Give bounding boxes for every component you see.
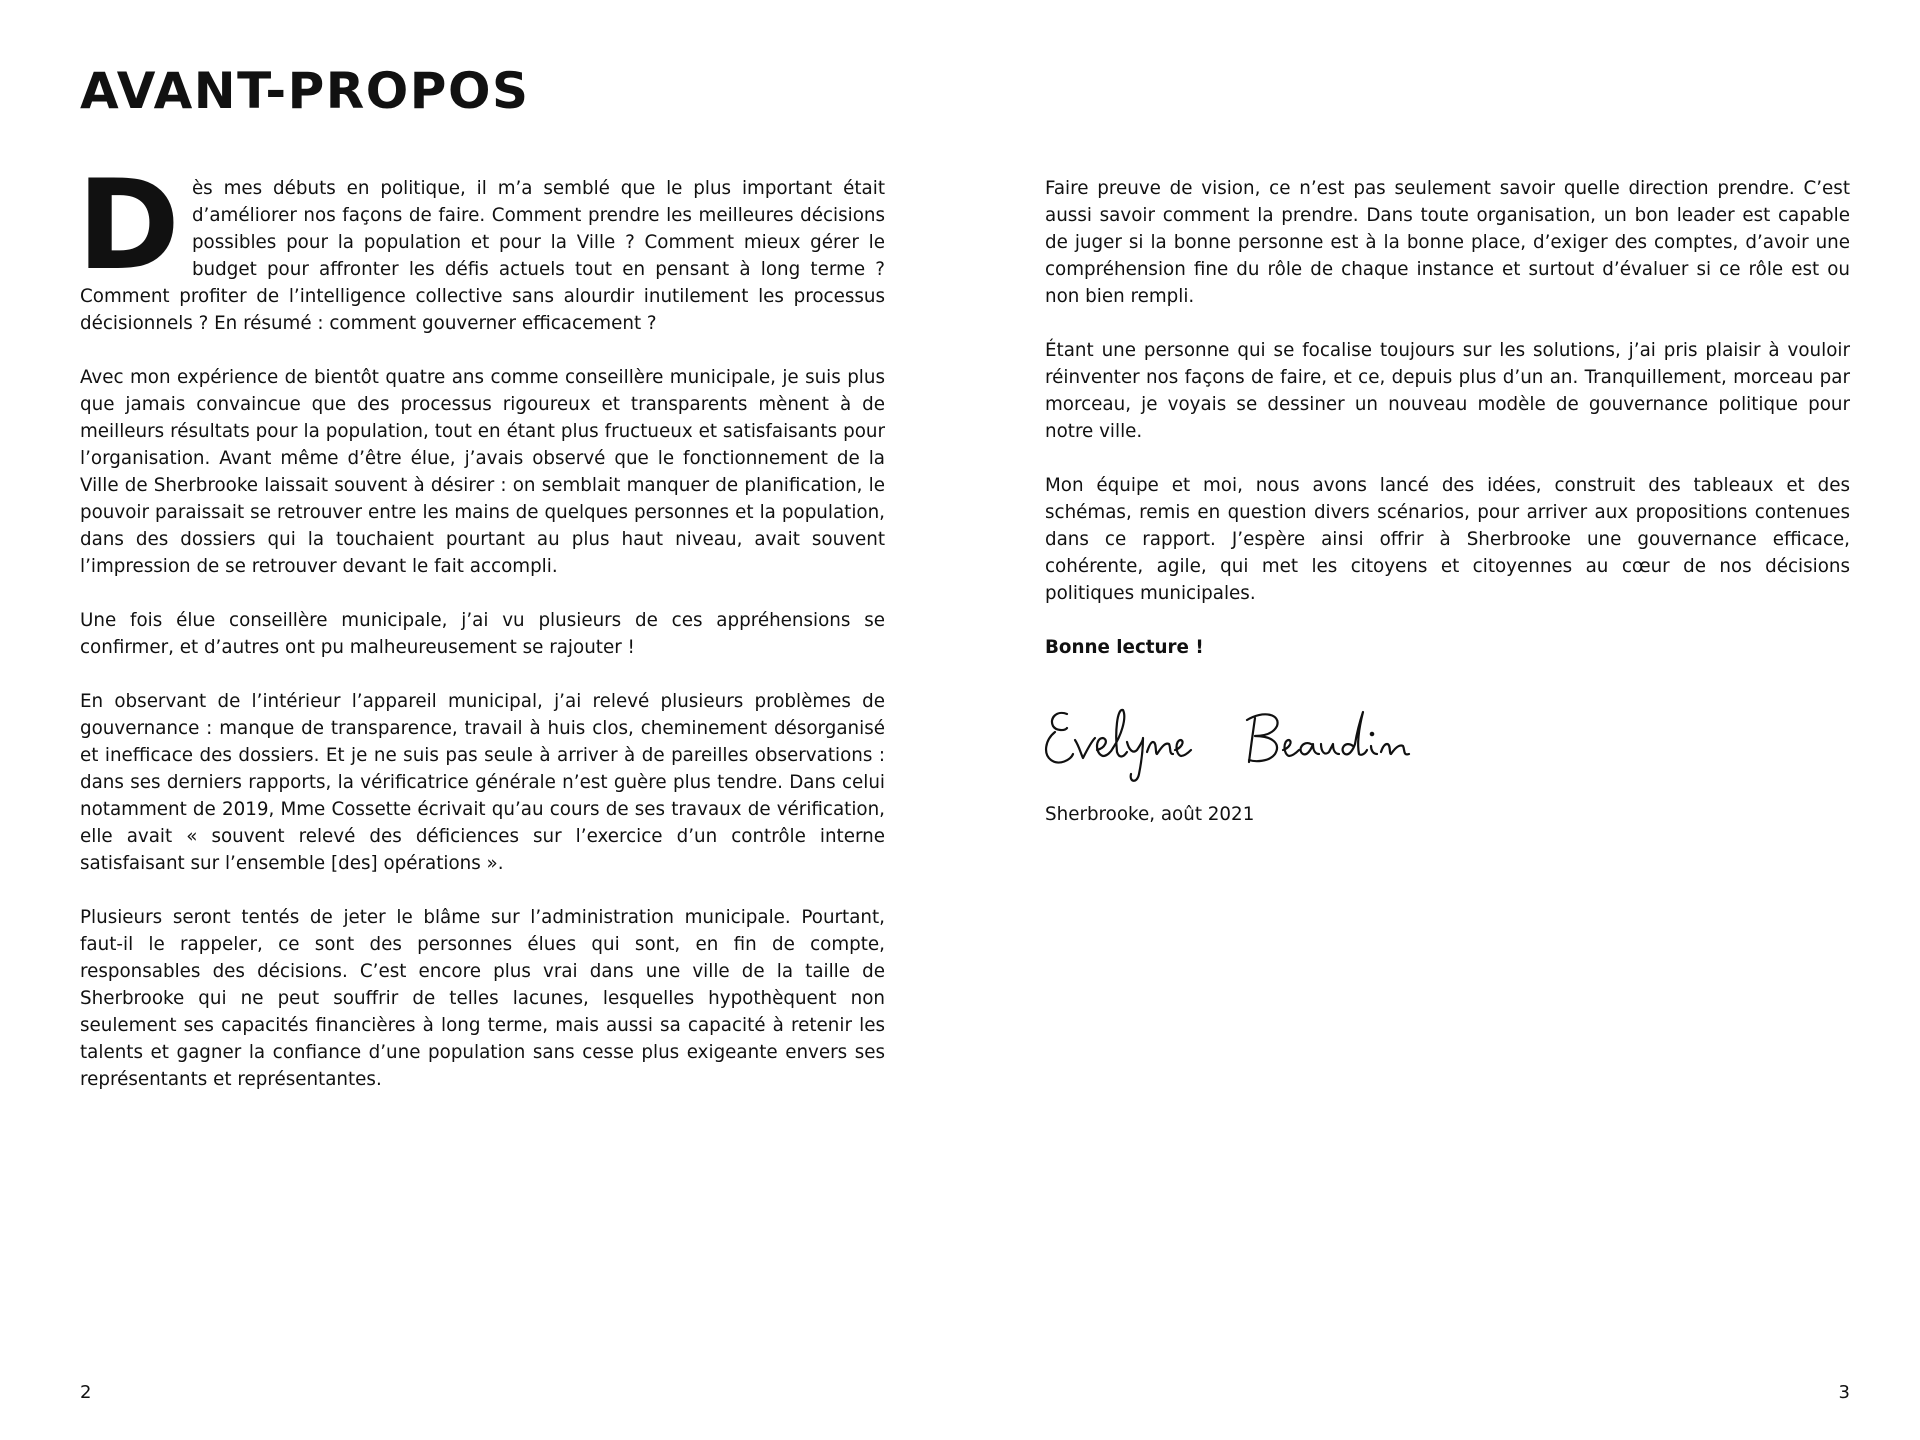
place-date: Sherbrooke, août 2021: [1045, 804, 1255, 825]
handwritten-signature: [1041, 688, 1441, 793]
left-column: [77, 154, 885, 1120]
paragraph-team: Mon équipe et moi, nous avons lancé des idées, construit des tableaux et des schémas, remis en question divers scénarios, pour arriver aux propositions contenues dans ce rapport. J’espère ainsi offrir à Sherbrooke une gouvernance efficace, cohérente, agile, qui met les citoyens et citoyennes au cœur de nos décisions politiques municipales.: [1045, 475, 1850, 604]
drop-cap: D: [77, 154, 180, 298]
paragraph-intro: [77, 154, 885, 337]
right-column: [1045, 175, 1850, 855]
paragraph-intro-text: ès mes débuts en politique, il m’a semblé que le plus important était d’améliorer nos façons de faire. Comment prendre les meilleures décisions possibles pour la population et pour la Ville ? Comment mieux gérer le budget pour affronter les défis actuels tout en pensant à long terme ? Comment profiter de l’intelligence collective sans alourdir inutilement les processus décisionnels ? En résumé : comment gouverner efficacement ?: [80, 178, 885, 334]
closing-line: Bonne lecture !: [1045, 637, 1204, 658]
paragraph-experience: Avec mon expérience de bientôt quatre ans comme conseillère municipale, je suis plus que jamais convaincue que des processus rigoureux et transparents mènent à de meilleurs résultats pour la population, tout en étant plus fructueux et satisfaisants pour l’organisation. Avant même d’être élue, j’avais observé que le fonctionnement de la Ville de Sherbrooke laissait souvent à désirer : on semblait manquer de planification, le pouvoir paraissait se retrouver entre les mains de quelques personnes et la population, dans des dossiers qui la touchaient pourtant au plus haut niveau, avait souvent l’impression de se retrouver devant le fait accompli.: [80, 367, 885, 577]
page-title: AVANT-PROPOS: [80, 62, 530, 120]
paragraph-solutions: Étant une personne qui se focalise toujours sur les solutions, j’ai pris plaisir à vouloir réinventer nos façons de faire, et ce, depuis plus d’un an. Tranquillement, morceau par morceau, je voyais se dessiner un nouveau modèle de gouvernance politique pour notre ville.: [1045, 340, 1850, 442]
paragraph-blame: Plusieurs seront tentés de jeter le blâme sur l’administration municipale. Pourtant, faut-il le rappeler, ce sont des personnes élues qui sont, en fin de compte, responsables des décisions. C’est encore plus vrai dans une ville de la taille de Sherbrooke qui ne peut souffrir de telles lacunes, lesquelles hypothèquent non seulement ses capacités financières à long terme, mais aussi sa capacité à retenir les talents et gagner la confiance d’une population sans cesse plus exigeante envers ses représentants et représentantes.: [80, 907, 885, 1090]
paragraph-elected: Une fois élue conseillère municipale, j’ai vu plusieurs de ces appréhensions se confirmer, et d’autres ont pu malheureusement se rajouter !: [80, 610, 885, 658]
page-number-left: 2: [80, 1382, 92, 1403]
page-number-right: 3: [1838, 1382, 1850, 1403]
paragraph-observations: En observant de l’intérieur l’appareil municipal, j’ai relevé plusieurs problèmes de gouvernance : manque de transparence, travail à huis clos, cheminement désorganisé et inefficace des dossiers. Et je ne suis pas seule à arriver à de pareilles observations : dans ses derniers rapports, la vérificatrice générale n’est guère plus tendre. Dans celui notamment de 2019, Mme Cossette écrivait qu’au cours de ses travaux de vérification, elle avait « souvent relevé des déficiences sur l’exercice d’un contrôle interne satisfaisant sur l’ensemble [des] opérations ».: [80, 691, 885, 874]
paragraph-vision: Faire preuve de vision, ce n’est pas seulement savoir quelle direction prendre. C’est aussi savoir comment la prendre. Dans toute organisation, un bon leader est capable de juger si la bonne personne est à la bonne place, d’exiger des comptes, d’avoir une compréhension fine du rôle de chaque instance et surtout d’évaluer si ce rôle est ou non bien rempli.: [1045, 178, 1850, 307]
